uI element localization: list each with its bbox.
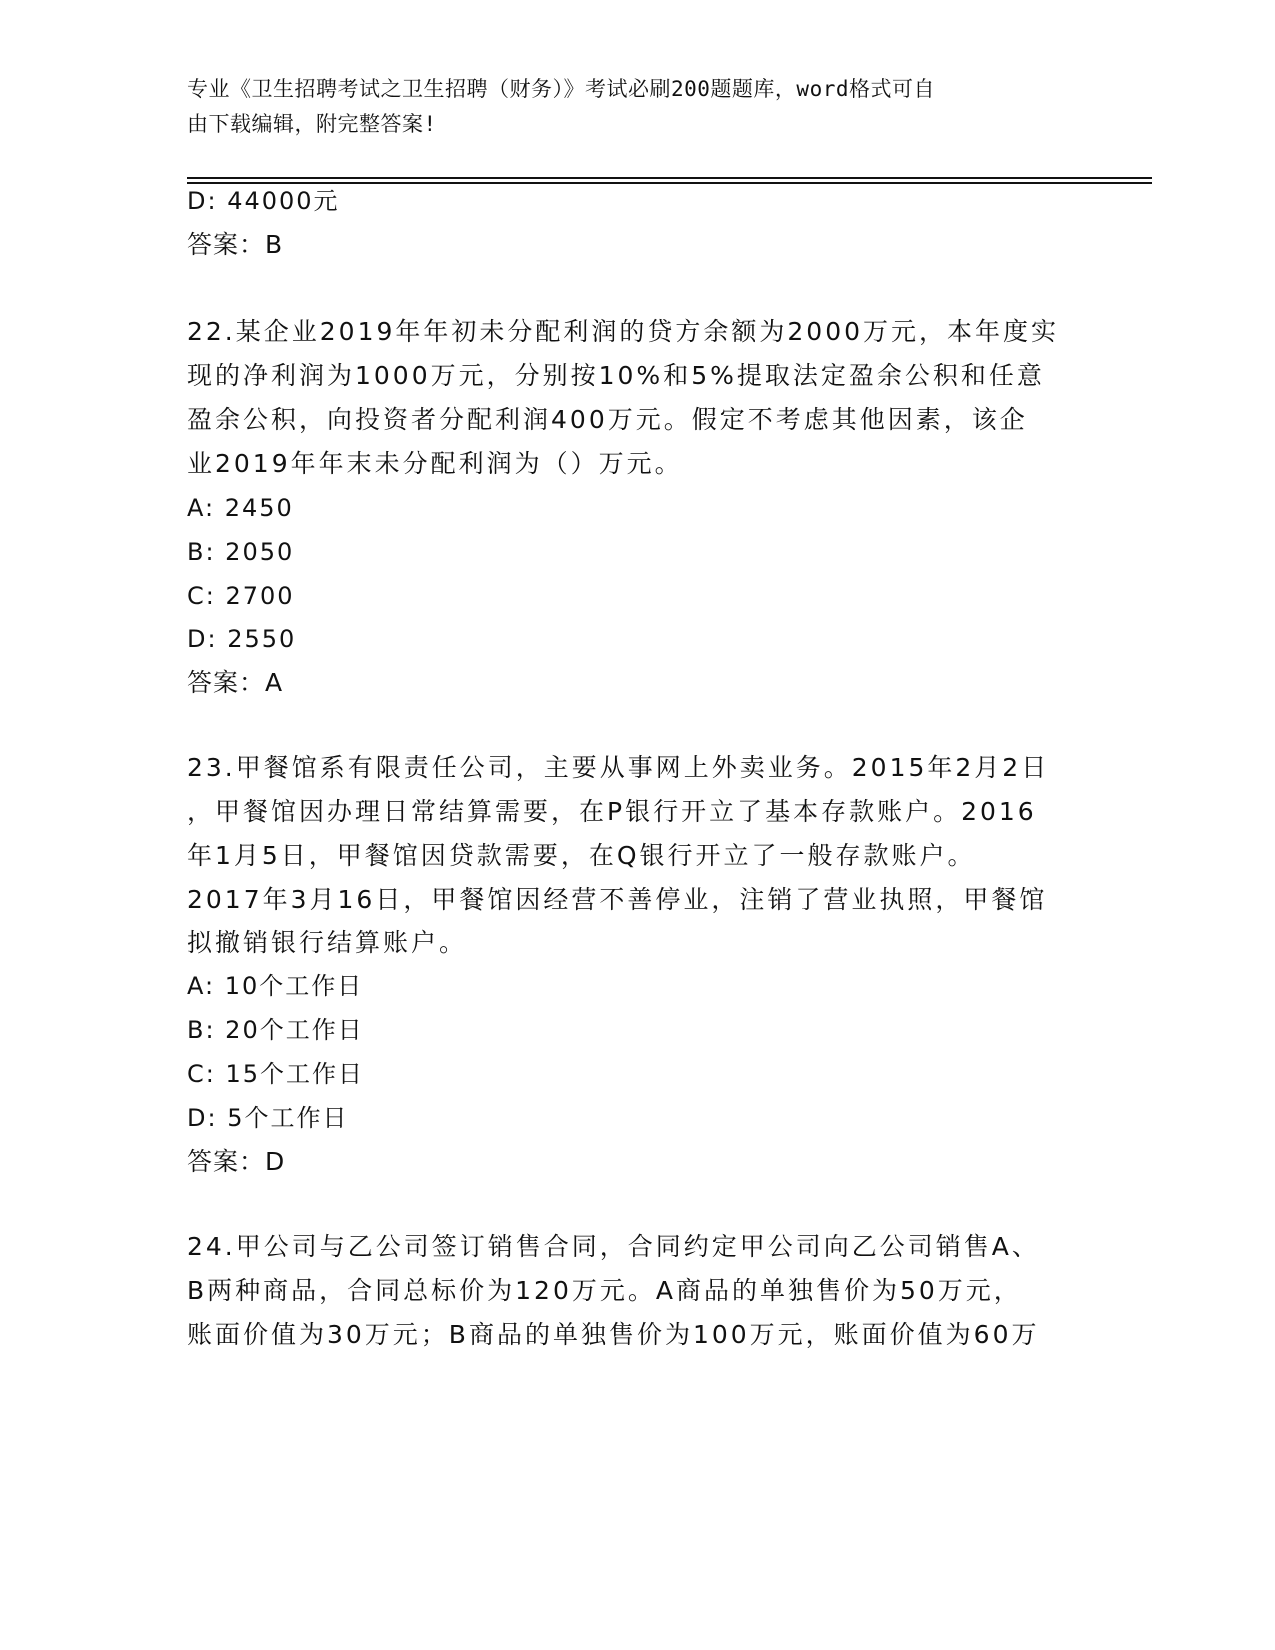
q23-option-b: B: 20个工作日 <box>187 1016 364 1044</box>
header-title-line-1: 专业《卫生招聘考试之卫生招聘（财务）》考试必刷200题题库，word格式可自 <box>187 77 935 101</box>
document-header <box>187 72 1067 142</box>
q23-text-line-2: ，甲餐馆因办理日常结算需要，在P银行开立了基本存款账户。2016 <box>187 797 1037 826</box>
q21-option-d: D: 44000元 <box>187 187 340 215</box>
q22-text-line-1: 22.某企业2019年年初未分配利润的贷方余额为2000万元，本年度实 <box>187 317 1060 346</box>
header-divider-bottom <box>187 182 1152 184</box>
header-divider-top <box>187 177 1152 179</box>
q22-option-a: A: 2450 <box>187 494 294 522</box>
q23-answer: 答案：D <box>187 1147 286 1176</box>
q22-option-d: D: 2550 <box>187 625 297 653</box>
q22-text-line-3: 盈余公积，向投资者分配利润400万元。假定不考虑其他因素，该企 <box>187 405 1028 434</box>
q24-text-line-2: B两种商品，合同总标价为120万元。A商品的单独售价为50万元， <box>187 1276 1022 1305</box>
q23-text-line-3: 年1月5日，甲餐馆因贷款需要，在Q银行开立了一般存款账户。 <box>187 841 976 870</box>
q24-text-line-1: 24.甲公司与乙公司签订销售合同，合同约定甲公司向乙公司销售A、 <box>187 1232 1040 1261</box>
q23-text-line-5: 拟撤销银行结算账户。 <box>187 928 468 957</box>
q23-text-line-4: 2017年3月16日，甲餐馆因经营不善停业，注销了营业执照，甲餐馆 <box>187 885 1048 914</box>
q22-text-line-2: 现的净利润为1000万元，分别按10%和5%提取法定盈余公积和任意 <box>187 361 1045 390</box>
q22-text-line-4: 业2019年年末未分配利润为（）万元。 <box>187 449 683 478</box>
q22-answer: 答案：A <box>187 668 284 697</box>
header-title-line-2: 由下载编辑，附完整答案! <box>187 112 437 136</box>
q23-text-line-1: 23.甲餐馆系有限责任公司，主要从事网上外卖业务。2015年2月2日 <box>187 753 1050 782</box>
q23-option-c: C: 15个工作日 <box>187 1060 365 1088</box>
q22-option-c: C: 2700 <box>187 582 295 610</box>
q23-option-a: A: 10个工作日 <box>187 972 364 1000</box>
q21-answer: 答案：B <box>187 230 284 259</box>
q24-text-line-3: 账面价值为30万元；B商品的单独售价为100万元，账面价值为60万 <box>187 1320 1040 1349</box>
q22-option-b: B: 2050 <box>187 538 295 566</box>
q23-option-d: D: 5个工作日 <box>187 1104 349 1132</box>
